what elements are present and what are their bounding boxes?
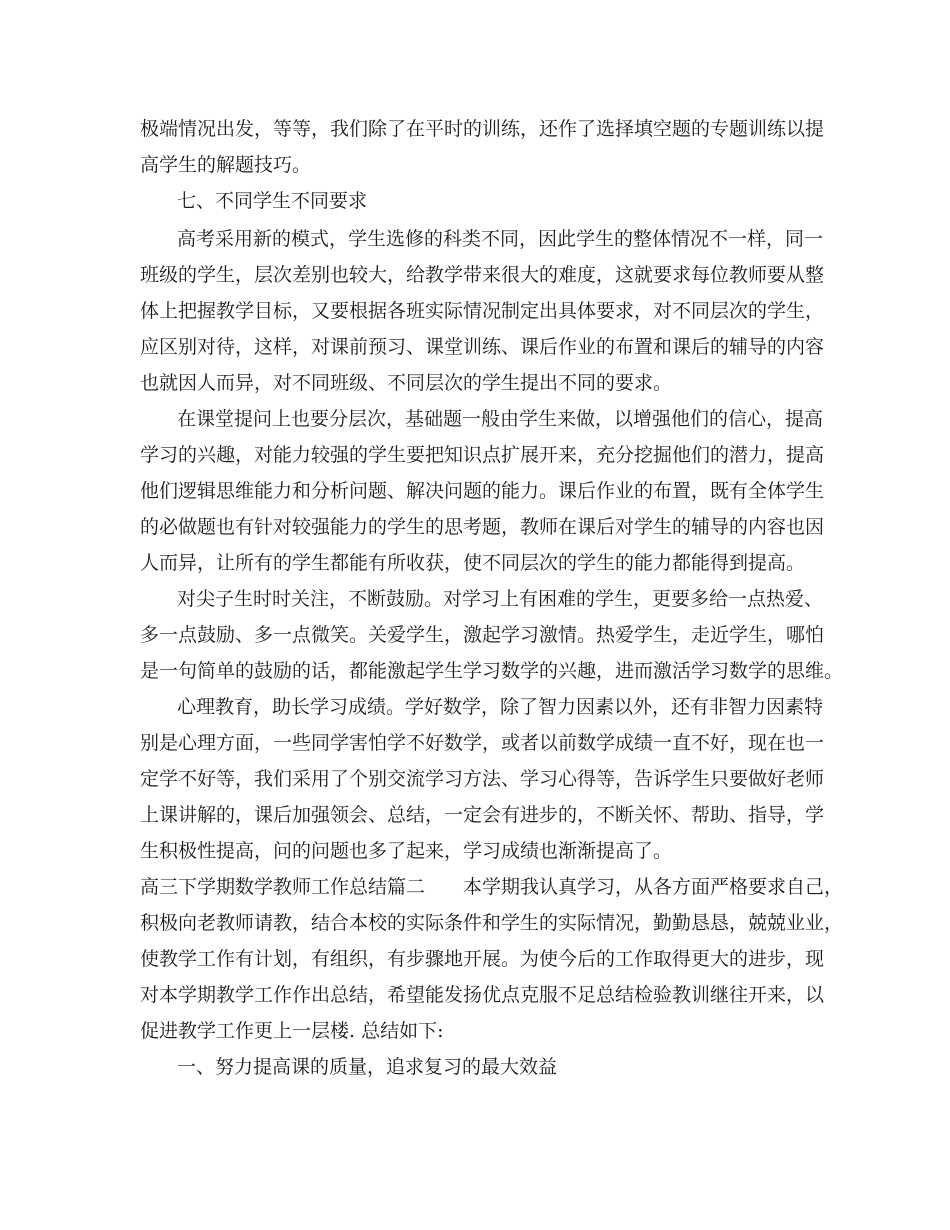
text-line: 多一点鼓励、多一点微笑。关爱学生，激起学习激情。热爱学生，走近学生，哪怕 (140, 624, 825, 646)
text-line: 上课讲解的，课后加强领会、总结，一定会有进步的，不断关怀、帮助、指导，学 (140, 804, 825, 826)
text-line: 对本学期教学工作作出总结，希望能发扬优点克服不足总结检验教训继往开来，以 (140, 984, 825, 1006)
text-line: 人而异，让所有的学生都能有所收获，使不同层次的学生的能力都能得到提高。 (140, 552, 806, 574)
text-line: 高考采用新的模式，学生选修的科类不同，因此学生的整体情况不一样，同一 (177, 228, 824, 250)
text-line: 别是心理方面，一些同学害怕学不好数学，或者以前数学成绩一直不好，现在也一 (140, 732, 825, 754)
text-line: 在课堂提问上也要分层次，基础题一般由学生来做，以增强他们的信心，提高 (177, 408, 824, 430)
text-line: 积极向老教师请教，结合本校的实际条件和学生的实际情况，勤勤恳恳，兢兢业业， (140, 912, 844, 934)
text-line: 他们逻辑思维能力和分析问题、解决问题的能力。课后作业的布置，既有全体学生 (140, 480, 825, 502)
text-line: 使教学工作有计划，有组织，有步骤地开展。为使今后的工作取得更大的进步，现 (140, 948, 825, 970)
text-line: 体上把握教学目标，又要根据各班实际情况制定出具体要求，对不同层次的学生， (140, 300, 825, 322)
text-line: 心理教育，助长学习成绩。学好数学，除了智力因素以外，还有非智力因素特 (177, 696, 824, 718)
section-heading: 一、努力提高课的质量，追求复习的最大效益 (177, 1056, 558, 1078)
text-line: 高学生的解题技巧。 (140, 154, 312, 176)
text-line: 促进教学工作更上一层楼. 总结如下: (140, 1020, 444, 1042)
text-line: 应区别对待，这样，对课前预习、课堂训练、课后作业的布置和课后的辅导的内容 (140, 336, 825, 358)
section-heading: 七、不同学生不同要求 (177, 190, 368, 212)
text-line: 班级的学生，层次差别也较大，给教学带来很大的难度，这就要求每位教师要从整 (140, 264, 825, 286)
text-line: 的必做题也有针对较强能力的学生的思考题，教师在课后对学生的辅导的内容也因 (140, 516, 825, 538)
text-line: 生积极性提高，问的问题也多了起来，学习成绩也渐渐提高了。 (140, 840, 673, 862)
article-title-line: 高三下学期数学教师工作总结篇二 本学期我认真学习，从各方面严格要求自己， (140, 876, 844, 898)
text-line: 也就因人而异，对不同班级、不同层次的学生提出不同的要求。 (140, 372, 673, 394)
text-line: 是一句简单的鼓励的话，都能激起学生学习数学的兴趣，进而激活学习数学的思维。 (140, 660, 844, 682)
text-line: 极端情况出发，等等，我们除了在平时的训练，还作了选择填空题的专题训练以提 (140, 118, 825, 140)
text-line: 学习的兴趣，对能力较强的学生要把知识点扩展开来，充分挖掘他们的潜力，提高 (140, 444, 825, 466)
text-line: 对尖子生时时关注，不断鼓励。对学习上有困难的学生，更要多给一点热爱、 (177, 588, 824, 610)
text-line: 定学不好等，我们采用了个别交流学习方法、学习心得等，告诉学生只要做好老师 (140, 768, 825, 790)
